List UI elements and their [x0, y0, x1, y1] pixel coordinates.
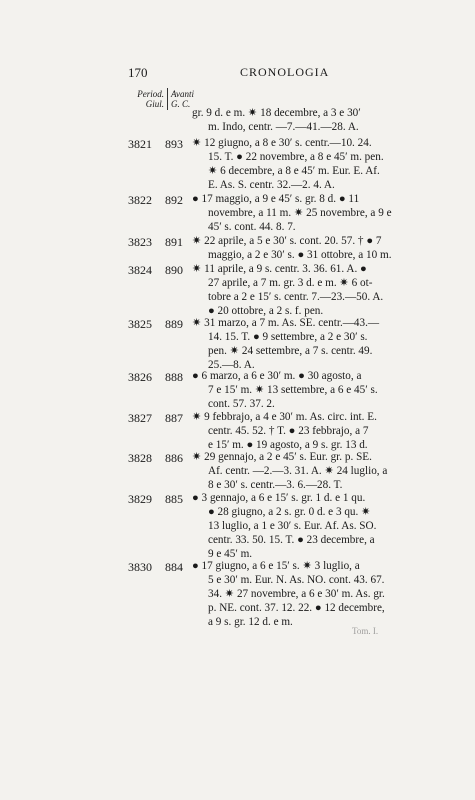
entry-line: ● 20 ottobre, a 2 s. f. pen. — [208, 304, 324, 317]
entry-line: 25.—8. A. — [208, 358, 255, 371]
eclipse-entry-text — [192, 107, 460, 135]
year-bc: 889 — [165, 317, 183, 331]
julian-period-year: 3830 — [128, 560, 152, 574]
entry-line: ● 17 giugno, a 6 e 15′ s. ✷ 3 luglio, a — [192, 560, 360, 572]
entry-line: 27 aprile, a 7 m. gr. 3 d. e m. ✷ 6 ot- — [208, 276, 373, 289]
julian-period-year: 3821 — [128, 137, 152, 151]
julian-period-year: 3824 — [128, 263, 152, 277]
year-bc: 892 — [165, 193, 183, 207]
entry-line: 8 e 30′ s. centr.—3. 6.—28. T. — [208, 478, 343, 491]
entry-line: ✷ 31 marzo, a 7 m. As. SE. centr.—43.— — [192, 317, 380, 329]
entry-line: 7 e 15′ m. ✷ 13 settembre, a 6 e 45′ s. — [208, 383, 378, 396]
entry-line: cont. 57. 37. 2. — [208, 397, 275, 410]
julian-period-year: 3825 — [128, 317, 152, 331]
entry-line: 9 e 45′ m. — [208, 547, 253, 560]
entry-line: ✷ 12 giugno, a 8 e 30′ s. centr.—10. 24. — [192, 137, 372, 149]
entry-line: e 15′ m. ● 19 agosto, a 9 s. gr. 13 d. — [208, 438, 368, 451]
show-through-mark: Tom. I. — [352, 626, 379, 636]
eclipse-entry-text — [192, 492, 460, 562]
julian-period-year: 3826 — [128, 370, 152, 384]
entry-line: centr. 45. 52. † T. ● 23 febbrajo, a 7 — [208, 424, 369, 437]
entry-line: ✷ 9 febbrajo, a 4 e 30′ m. As. circ. int. E. — [192, 411, 377, 423]
entry-line: 15. T. ● 22 novembre, a 8 e 45′ m. pen. — [208, 150, 384, 163]
year-bc: 891 — [165, 235, 183, 249]
year-bc: 884 — [165, 560, 183, 574]
entry-line: ✷ 22 aprile, a 5 e 30′ s. cont. 20. 57. † ● 7 — [192, 235, 382, 247]
entry-line: a 9 s. gr. 12 d. e m. — [208, 615, 293, 628]
entry-line: ✷ 29 gennajo, a 2 e 45′ s. Eur. gr. p. SE. — [192, 451, 372, 463]
column-divider — [167, 88, 168, 110]
entry-line: 34. ✷ 27 novembre, a 6 e 30′ m. As. gr. — [208, 587, 385, 600]
year-bc: 890 — [165, 263, 183, 277]
column-header-avanti-line1: Avanti — [171, 89, 194, 99]
eclipse-entry-text — [192, 560, 460, 630]
year-bc: 893 — [165, 137, 183, 151]
entry-line: ✷ 6 decembre, a 8 e 45′ m. Eur. E. Af. — [208, 164, 380, 177]
year-bc: 886 — [165, 451, 183, 465]
entry-line: Af. centr. —2.—3. 31. A. ✷ 24 luglio, a — [208, 464, 388, 477]
julian-period-year: 3822 — [128, 193, 152, 207]
column-header-avanti — [171, 89, 211, 109]
entry-line: ● 17 maggio, a 9 e 45′ s. gr. 8 d. ● 11 — [192, 193, 360, 205]
year-bc: 887 — [165, 411, 183, 425]
entry-line: p. NE. cont. 37. 12. 22. ● 12 decembre, — [208, 601, 385, 614]
entry-line: pen. ✷ 24 settembre, a 7 s. centr. 49. — [208, 344, 373, 357]
entry-line: novembre, a 11 m. ✷ 25 novembre, a 9 e — [208, 206, 392, 219]
column-header-period — [110, 89, 164, 109]
entry-line: 5 e 30′ m. Eur. N. As. NO. cont. 43. 67. — [208, 573, 385, 586]
entry-line: 14. 15. T. ● 9 settembre, a 2 e 30′ s. — [208, 330, 368, 343]
entry-line: ● 6 marzo, a 6 e 30′ m. ● 30 agosto, a — [192, 370, 362, 382]
eclipse-entry-text — [192, 370, 460, 412]
julian-period-year: 3829 — [128, 492, 152, 506]
eclipse-entry-text — [192, 193, 460, 235]
entry-line: gr. 9 d. e m. ✷ 18 decembre, a 3 e 30′ — [192, 107, 361, 119]
year-bc: 885 — [165, 492, 183, 506]
entry-line: ✷ 11 aprile, a 9 s. centr. 3. 36. 61. A. ● — [192, 263, 367, 275]
page-title: CRONOLOGIA — [240, 65, 330, 79]
entry-line: ● 28 giugno, a 2 s. gr. 0 d. e 3 qu. ✷ — [208, 505, 371, 518]
entry-line: centr. 33. 50. 15. T. ● 23 decembre, a — [208, 533, 375, 546]
eclipse-entry-text — [192, 317, 460, 373]
year-bc: 888 — [165, 370, 183, 384]
eclipse-entry-text — [192, 451, 460, 493]
eclipse-entry-text — [192, 235, 460, 263]
entry-line: maggio, a 2 e 30′ s. ● 31 ottobre, a 10 m. — [208, 248, 392, 261]
entry-line: 45′ s. cont. 44. 8. 7. — [208, 220, 296, 233]
julian-period-year: 3823 — [128, 235, 152, 249]
entry-line: m. Indo, centr. —7.—41.—28. A. — [208, 120, 359, 133]
julian-period-year: 3828 — [128, 451, 152, 465]
eclipse-entry-text — [192, 411, 460, 453]
column-header-period-line2: Giul. — [145, 99, 164, 109]
eclipse-entry-text — [192, 263, 460, 319]
column-header-avanti-line2: G. C. — [171, 99, 191, 109]
julian-period-year: 3827 — [128, 411, 152, 425]
page-number: 170 — [128, 65, 148, 80]
entry-line: E. As. S. centr. 32.—2. 4. A. — [208, 178, 335, 191]
entry-line: tobre a 2 e 15′ s. centr. 7.—23.—50. A. — [208, 290, 384, 303]
entry-line: ● 3 gennajo, a 6 e 15′ s. gr. 1 d. e 1 qu. — [192, 492, 366, 504]
entry-line: 13 luglio, a 1 e 30′ s. Eur. Af. As. SO. — [208, 519, 377, 532]
eclipse-entry-text — [192, 137, 460, 193]
column-header-period-line1: Period. — [137, 89, 164, 99]
